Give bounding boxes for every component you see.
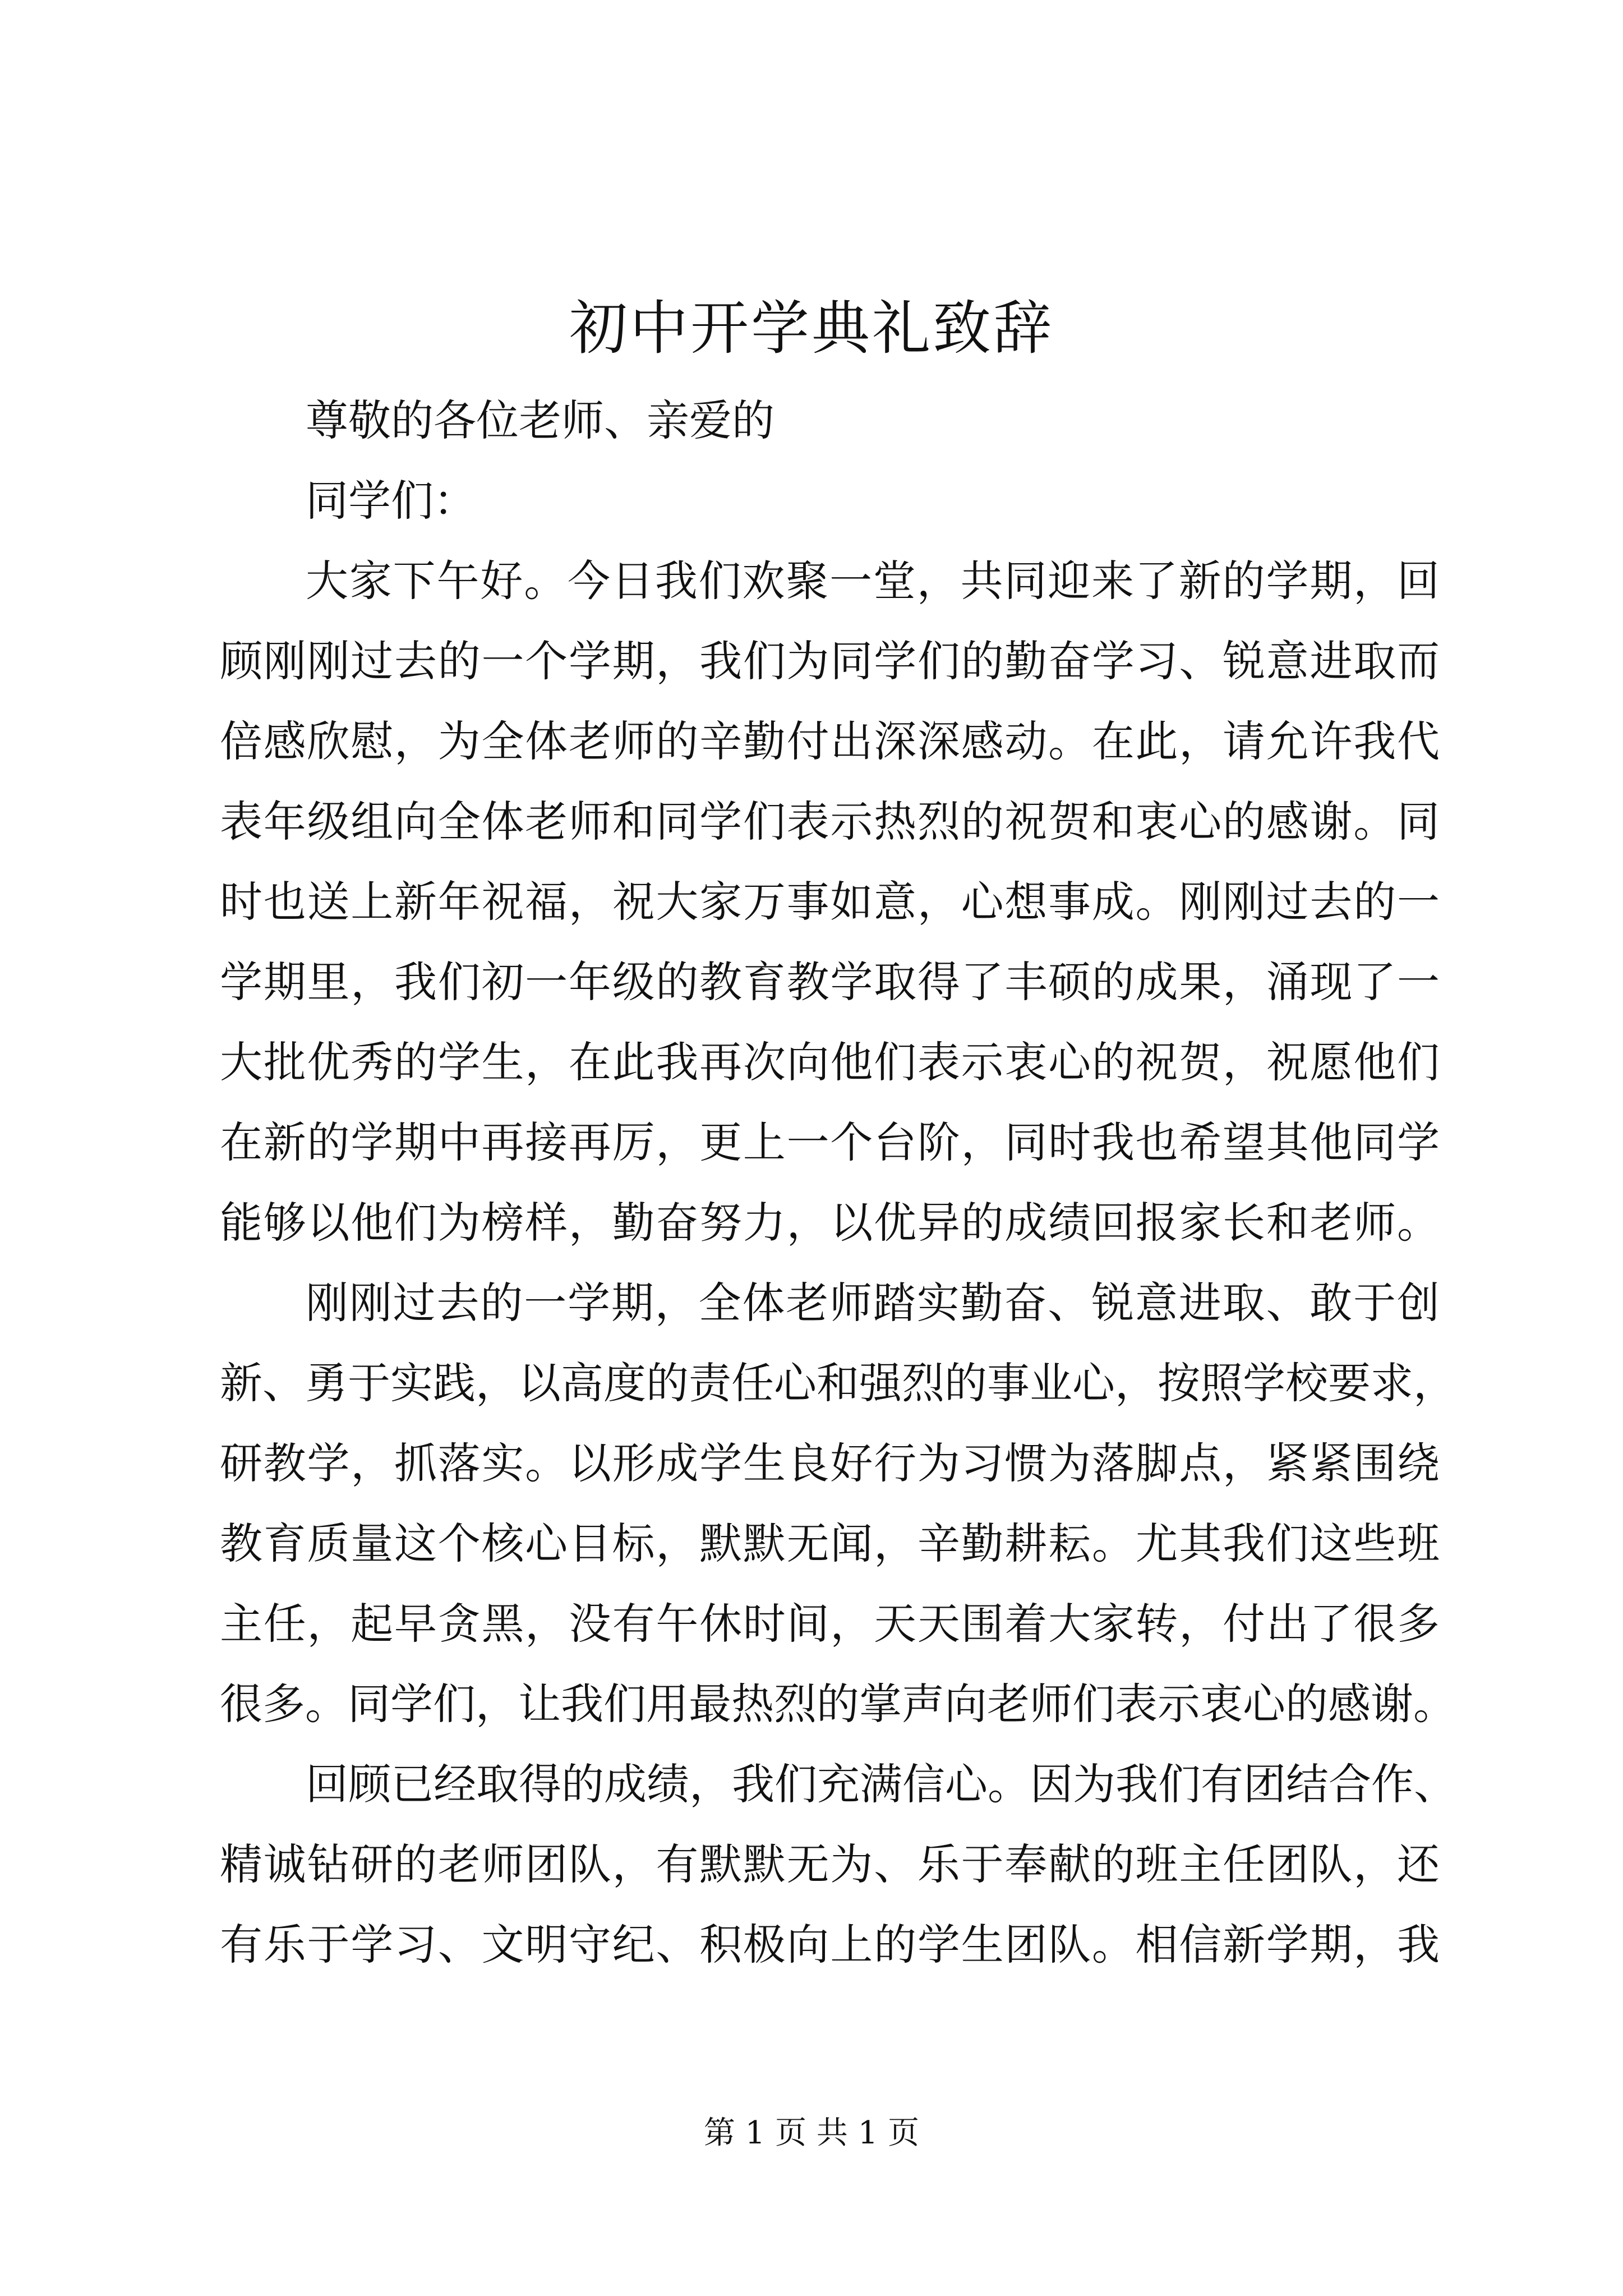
paragraph-1-line-8: 在新的学期中再接再厉，更上一个台阶，同时我也希望其他同学 xyxy=(220,1117,1440,1167)
paragraph-2-line-3: 研教学，抓落实。以形成学生良好行为习惯为落脚点，紧紧围绕 xyxy=(220,1438,1440,1488)
paragraph-3-line-1: 回顾已经取得的成绩，我们充满信心。因为我们有团结合作、 xyxy=(306,1759,1456,1809)
paragraph-1-line-6: 学期里，我们初一年级的教育教学取得了丰硕的成果，涌现了一 xyxy=(220,957,1440,1007)
paragraph-1-line-1: 大家下午好。今日我们欢聚一堂，共同迎来了新的学期，回 xyxy=(306,556,1440,606)
paragraph-1-line-7: 大批优秀的学生，在此我再次向他们表示衷心的祝贺，祝愿他们 xyxy=(220,1037,1440,1087)
paragraph-1-line-3: 倍感欣慰，为全体老师的辛勤付出深深感动。在此，请允许我代 xyxy=(220,716,1440,766)
paragraph-3-line-2: 精诚钻研的老师团队，有默默无为、乐于奉献的班主任团队，还 xyxy=(220,1839,1440,1889)
paragraph-2-line-5: 主任，起早贪黑，没有午休时间，天天围着大家转，付出了很多 xyxy=(220,1599,1440,1649)
salutation-line-1: 尊敬的各位老师、亲爱的 xyxy=(306,395,774,445)
paragraph-3-line-3: 有乐于学习、文明守纪、积极向上的学生团队。相信新学期，我 xyxy=(220,1920,1440,1970)
page-footer: 第 1 页 共 1 页 xyxy=(703,2115,920,2151)
paragraph-1-line-4: 表年级组向全体老师和同学们表示热烈的祝贺和衷心的感谢。同 xyxy=(220,797,1440,846)
paragraph-2-line-2: 新、勇于实践，以高度的责任心和强烈的事业心，按照学校要求， xyxy=(220,1358,1456,1408)
paragraph-2-line-1: 刚刚过去的一学期，全体老师踏实勤奋、锐意进取、敢于创 xyxy=(306,1278,1440,1328)
paragraph-1-line-2: 顾刚刚过去的一个学期，我们为同学们的勤奋学习、锐意进取而 xyxy=(220,636,1440,686)
salutation-line-2: 同学们： xyxy=(306,476,476,526)
document-title: 初中开学典礼致辞 xyxy=(569,294,1054,362)
paragraph-2-line-4: 教育质量这个核心目标，默默无闻，辛勤耕耘。尤其我们这些班 xyxy=(220,1519,1440,1568)
paragraph-1-line-9: 能够以他们为榜样，勤奋努力，以优异的成绩回报家长和老师。 xyxy=(220,1198,1440,1248)
paragraph-1-line-5: 时也送上新年祝福，祝大家万事如意，心想事成。刚刚过去的一 xyxy=(220,877,1440,927)
paragraph-2-line-6: 很多。同学们，让我们用最热烈的掌声向老师们表示衷心的感谢。 xyxy=(220,1679,1456,1729)
